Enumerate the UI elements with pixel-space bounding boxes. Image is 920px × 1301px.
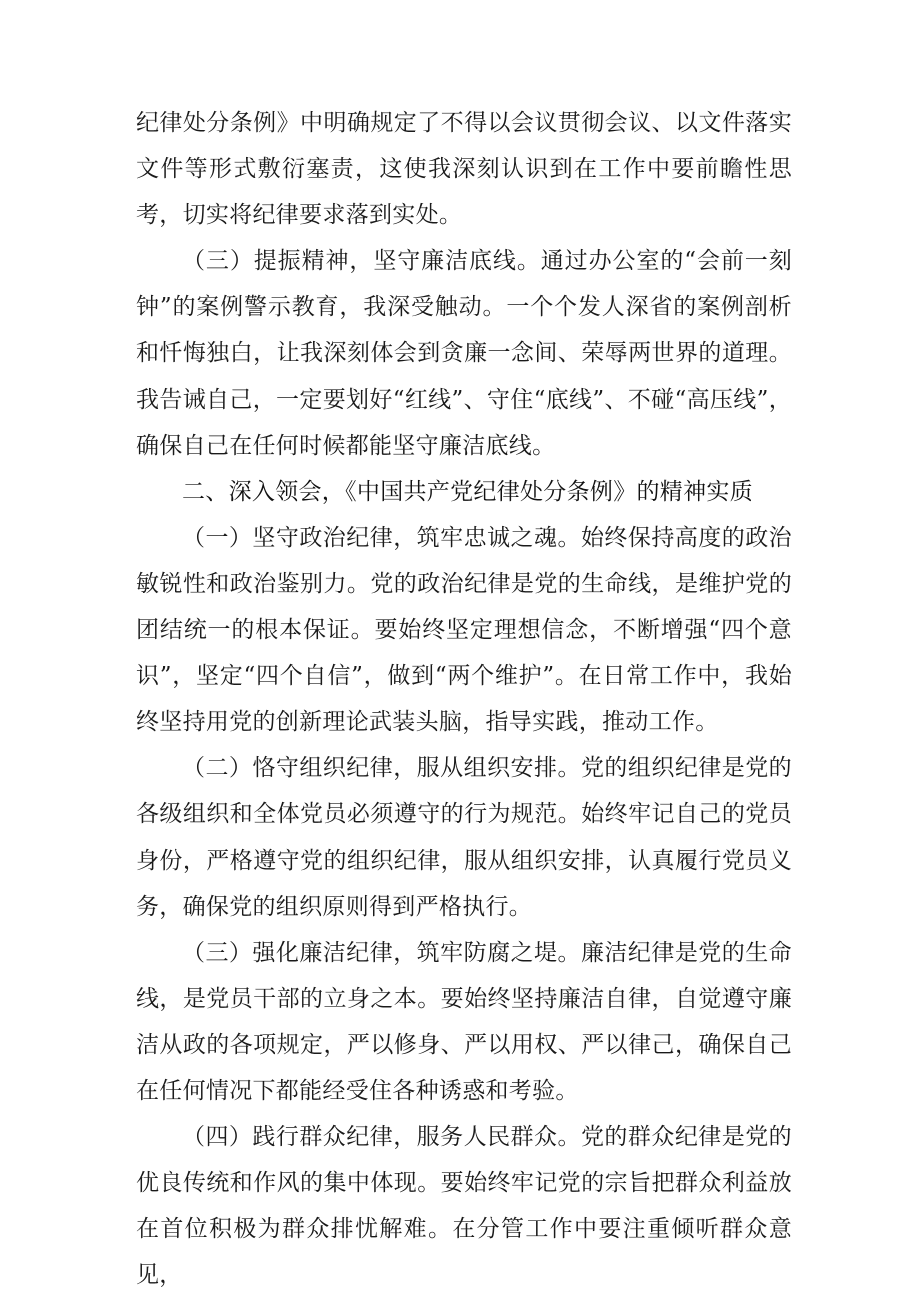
paragraph-continuation: 纪律处分条例》中明确规定了不得以会议贯彻会议、以文件落实文件等形式敷衍塞责，这使我深刻认识到在工作中要前瞻性思考，切实将纪律要求落到实处。 (136, 110, 792, 229)
document-body (136, 100, 792, 1298)
paragraph-integrity-discipline: （三）强化廉洁纪律，筑牢防腐之堤。廉洁纪律是党的生命线，是党员干部的立身之本。要始终坚持廉洁自律，自觉遵守廉洁从政的各项规定，严以修身、严以用权、严以律己，确保自己在任何情况下都能经受住各种诱惑和考验。 (136, 939, 792, 1104)
paragraph-organizational-discipline: （二）恪守组织纪律，服从组织安排。党的组织纪律是党的各级组织和全体党员必须遵守的行为规范。始终牢记自己的党员身份，严格遵守党的组织纪律，服从组织安排，认真履行党员义务，确保党的组织原则得到严格执行。 (136, 755, 792, 920)
paragraph-integrity-bottom-line: （三）提振精神，坚守廉洁底线。通过办公室的“会前一刻钟”的案例警示教育，我深受触动。一个个发人深省的案例剖析和忏悔独白，让我深刻体会到贪廉一念间、荣辱两世界的道理。我告诫自己，一定要划好“红线”、守住“底线”、不碰“高压线”，确保自己在任何时候都能坚守廉洁底线。 (136, 248, 792, 459)
section-heading-two: 二、深入领会，《中国共产党纪律处分条例》的精神实质 (182, 478, 753, 505)
paragraph-mass-discipline: （四）践行群众纪律，服务人民群众。党的群众纪律是党的优良传统和作风的集中体现。要始终牢记党的宗旨把群众利益放在首位积极为群众排忧解难。在分管工作中要注重倾听群众意见， (136, 1124, 792, 1289)
paragraph-political-discipline: （一）坚守政治纪律，筑牢忠诚之魂。始终保持高度的政治敏锐性和政治鉴别力。党的政治纪律是党的生命线，是维护党的团结统一的根本保证。要始终坚定理想信念，不断增强“四个意识”，坚定“四个自信”，做到“两个维护”。在日常工作中，我始终坚持用党的创新理论武装头脑，指导实践，推动工作。 (136, 524, 792, 736)
